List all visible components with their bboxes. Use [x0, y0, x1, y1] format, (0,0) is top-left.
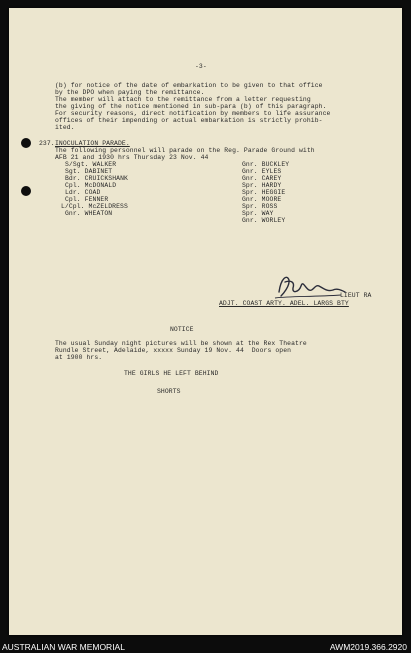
left-personnel-8: Gnr. WHEATON [65, 210, 113, 217]
page-number: -3- [195, 63, 207, 70]
footer-accession-number: AWM2019.366.2920 [329, 642, 407, 652]
right-personnel-5: Spr. HEGGIE [242, 189, 286, 196]
para-b-line-5: For security reasons, direct notification by members to life assurance [55, 110, 331, 117]
left-personnel-3: Bdr. CRUICKSHANK [65, 175, 128, 182]
right-personnel-1: Gnr. BUCKLEY [242, 161, 290, 168]
right-personnel-6: Gnr. MOORE [242, 196, 282, 203]
document-page [9, 8, 402, 635]
right-personnel-2: Gnr. EYLES [242, 168, 282, 175]
left-personnel-7: L/Cpl. McZELDRESS [61, 203, 128, 210]
section-line-2: AFB 21 and 1930 hrs Thursday 23 Nov. 44 [55, 154, 209, 161]
para-b-line-6: offices of their impending or actual embarkation is strictly prohib- [55, 117, 323, 124]
handwritten-signature [271, 268, 349, 302]
punch-hole-lower [21, 186, 31, 196]
footer-institution: AUSTRALIAN WAR MEMORIAL [2, 642, 125, 652]
notice-line-2: Rundle Street, Adelaide, xxxxx Sunday 19 Nov. 44 Doors open [55, 347, 292, 354]
notice-line-1: The usual Sunday night pictures will be shown at the Rex Theatre [55, 340, 307, 347]
para-b-line-3: The member will attach to the remittance from a letter requesting [55, 96, 311, 103]
notice-heading: NOTICE [170, 326, 194, 333]
section-number: 237. [39, 140, 55, 147]
para-b-line-4: the giving of the notice mentioned in sub-para (b) of this paragraph. [55, 103, 327, 110]
left-personnel-2: Sgt. DABINET [65, 168, 113, 175]
right-personnel-9: Gnr. WORLEY [242, 217, 286, 224]
right-personnel-3: Gnr. CAREY [242, 175, 282, 182]
para-b-line-7: ited. [55, 124, 75, 131]
right-personnel-4: Spr. HARDY [242, 182, 282, 189]
left-personnel-4: Cpl. McDONALD [65, 182, 117, 189]
left-personnel-1: S/Sgt. WALKER [65, 161, 117, 168]
para-b-line-1: (b) for notice of the date of embarkation to be given to that office [55, 82, 323, 89]
signature-title: ADJT. COAST ARTY. ADEL. LARGS BTY [219, 300, 349, 307]
signature-rank: LIEUT RA [340, 292, 372, 299]
film-title: THE GIRLS HE LEFT BEHIND [124, 370, 219, 377]
right-personnel-7: Spr. ROSS [242, 203, 278, 210]
archive-footer [0, 640, 411, 653]
para-b-line-2: by the DPO when paying the remittance. [55, 89, 205, 96]
section-heading: INOCULATION PARADE. [55, 140, 130, 147]
right-personnel-8: Spr. WAY [242, 210, 274, 217]
left-personnel-6: Cpl. FENNER [65, 196, 109, 203]
punch-hole-upper [21, 138, 31, 148]
section-line-1: The following personnel will parade on the Reg. Parade Ground with [55, 147, 315, 154]
film-shorts: SHORTS [157, 388, 181, 395]
left-personnel-5: Ldr. COAD [65, 189, 101, 196]
notice-line-3: at 1900 hrs. [55, 354, 103, 361]
